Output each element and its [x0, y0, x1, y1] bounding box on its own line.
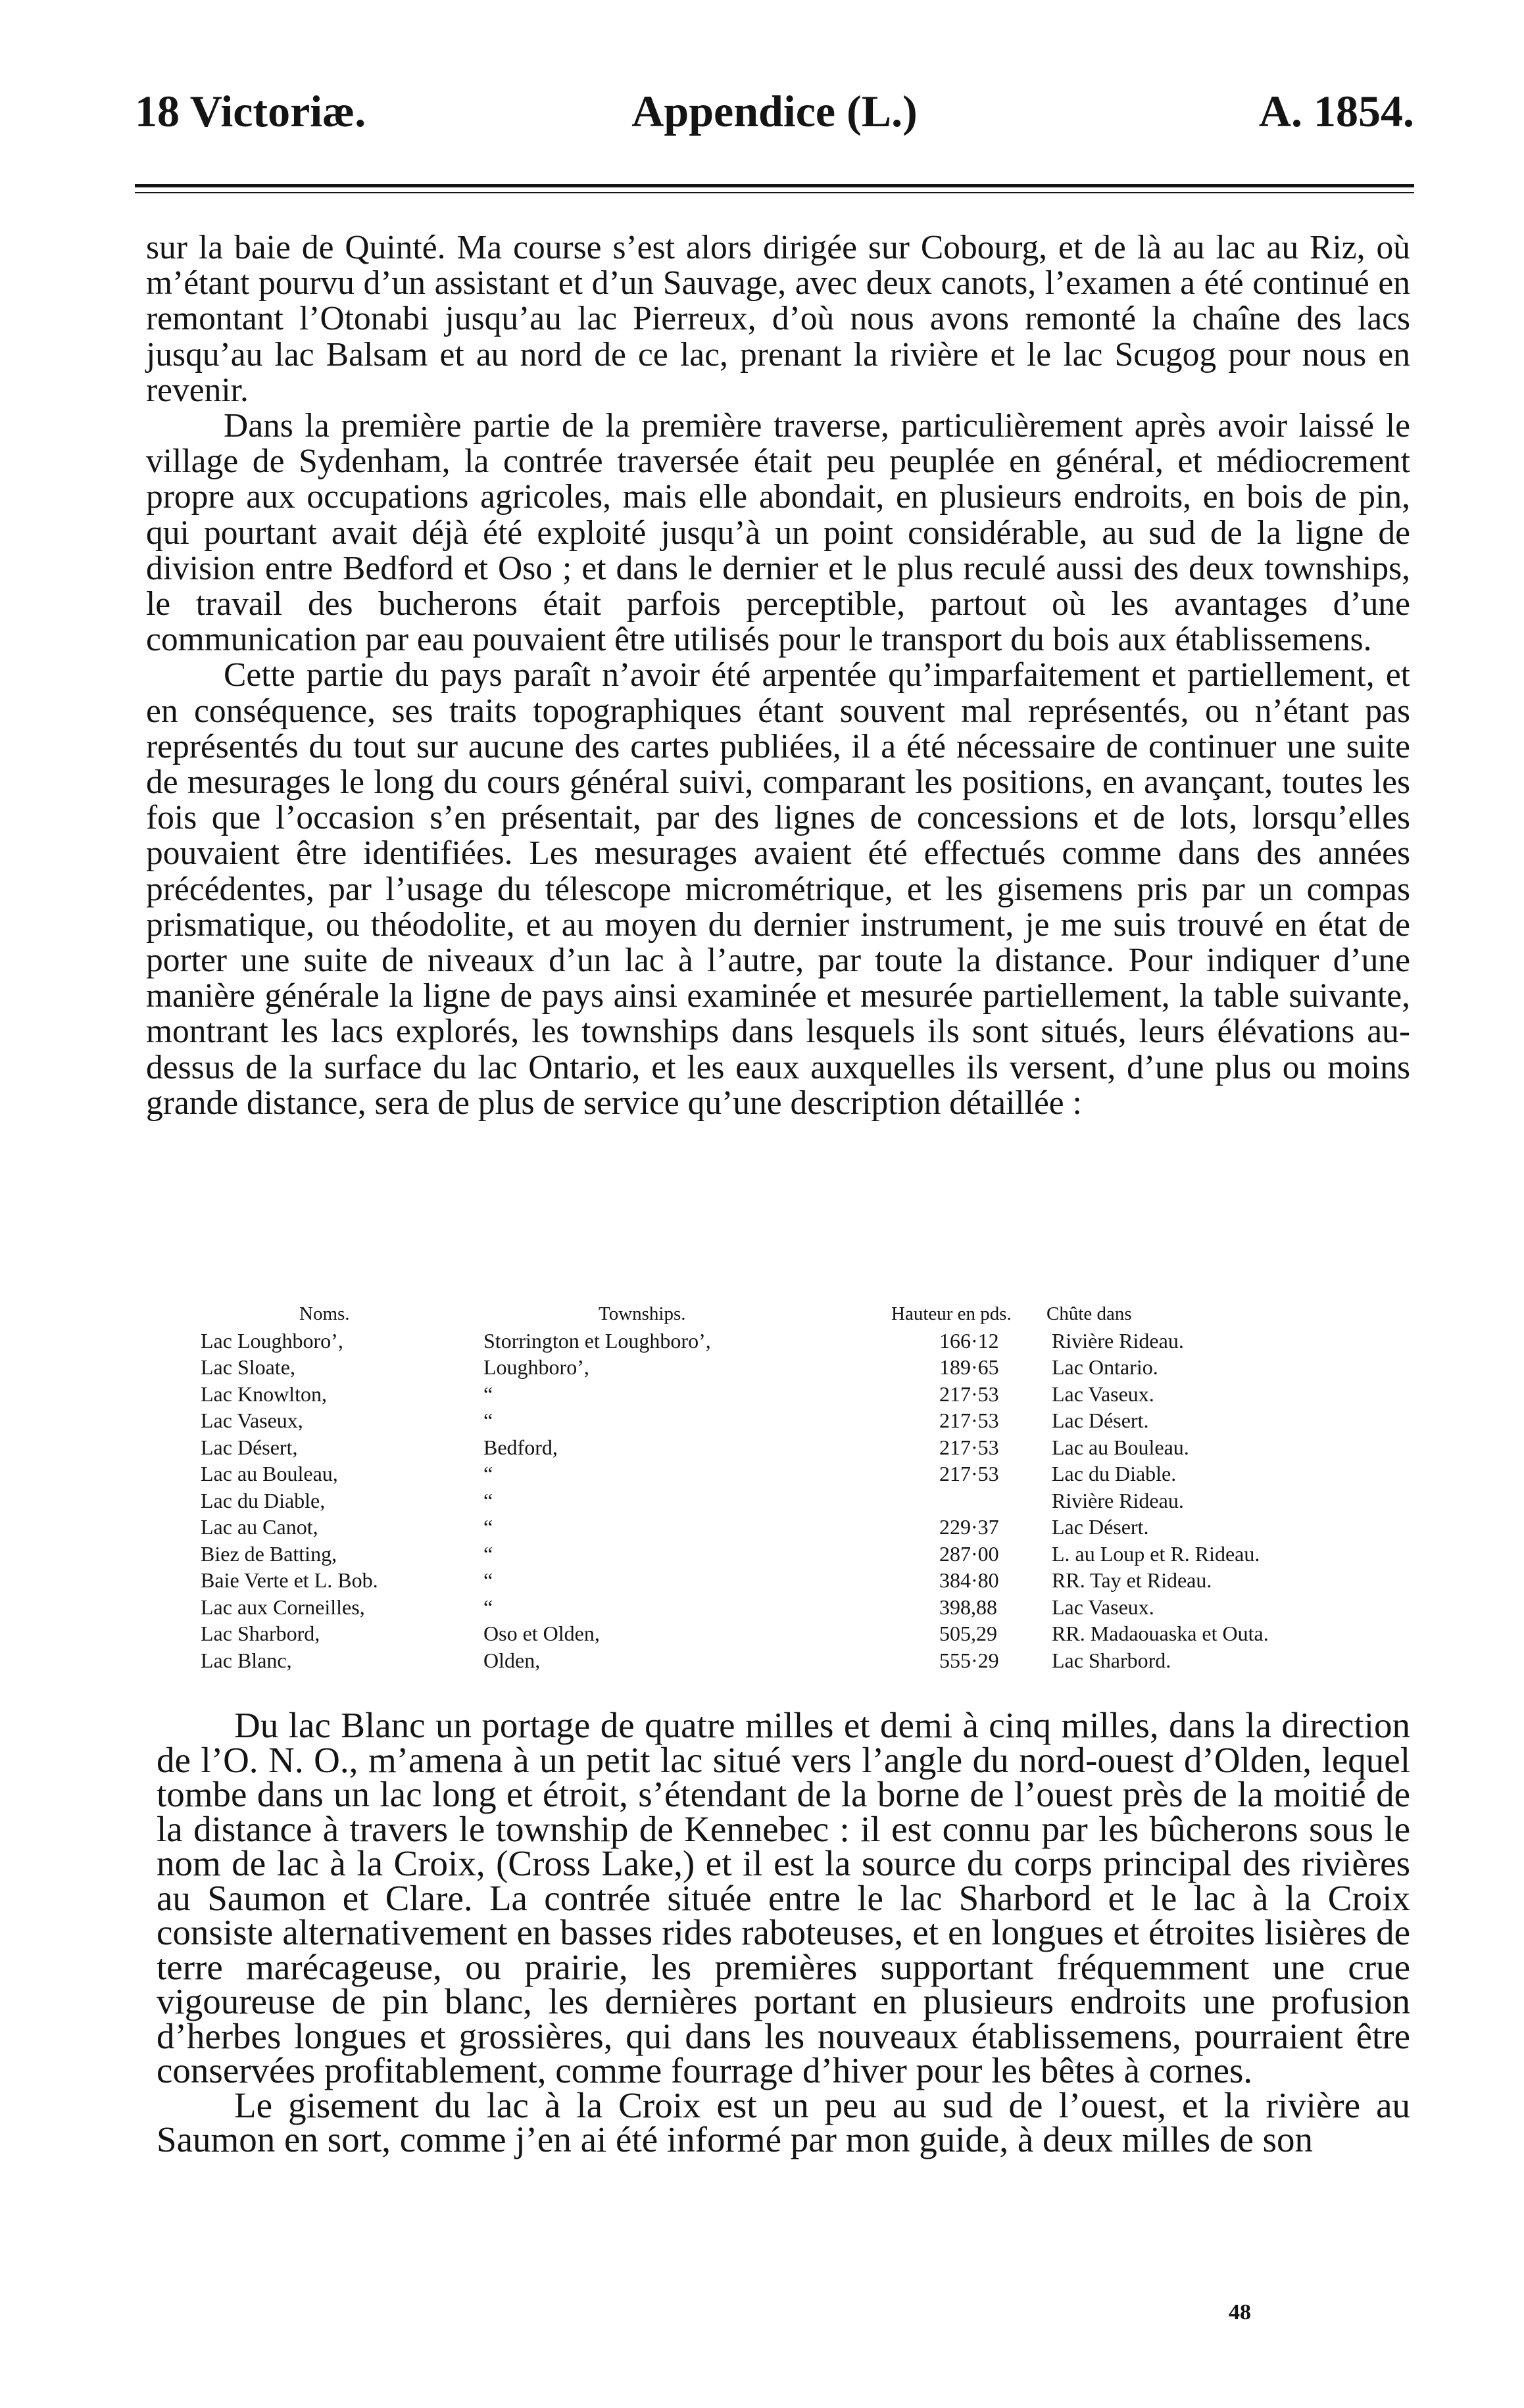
height-value: 217·53: [939, 1462, 999, 1485]
lake-name: Lac au Canot,: [201, 1515, 318, 1539]
height-value: 505,29: [939, 1622, 997, 1645]
township: “: [483, 1382, 493, 1406]
table-row: [201, 1328, 1391, 1355]
lake-name: Lac Sharbord,: [201, 1622, 320, 1645]
township: “: [483, 1568, 493, 1592]
outflow: RR. Madaouaska et Outa.: [1052, 1622, 1269, 1645]
header-names: Noms.: [299, 1303, 350, 1324]
outflow: Lac du Diable.: [1052, 1462, 1177, 1485]
outflow: Lac Désert.: [1052, 1409, 1149, 1432]
lakes-table: [201, 1301, 1391, 1674]
height-value: 217·53: [939, 1382, 999, 1406]
height-value: 555·29: [939, 1648, 999, 1672]
height-value: 398,88: [939, 1595, 997, 1619]
height-value: 189·65: [939, 1355, 999, 1379]
outflow: Rivière Rideau.: [1052, 1328, 1184, 1353]
header-year: A. 1854.: [1258, 86, 1414, 136]
table-row: [201, 1541, 1391, 1568]
lake-name: Lac aux Corneilles,: [201, 1595, 365, 1619]
lake-name: Lac Knowlton,: [201, 1382, 327, 1406]
outflow: Lac Désert.: [1052, 1515, 1149, 1539]
height-value: 217·53: [939, 1435, 999, 1459]
table-row: [201, 1381, 1391, 1408]
lake-name: Lac Vaseux,: [201, 1409, 303, 1432]
table-row: [201, 1460, 1391, 1487]
outflow: Lac Vaseux.: [1052, 1595, 1154, 1619]
township: “: [483, 1462, 493, 1485]
lake-name: Lac du Diable,: [201, 1488, 326, 1512]
township: “: [483, 1595, 493, 1619]
height-value: 166·12: [939, 1328, 999, 1353]
outflow: L. au Loup et R. Rideau.: [1052, 1541, 1260, 1566]
paragraph: Dans la première partie de la première traverse, particulièrement après avoir laissé le village de Sydenham, la contrée traversée était peu peuplée en général, et médiocrement propre aux occupations agricoles, mais elle abondait, en plusieurs endroits, en bois de pin, qui pourtant avait déjà été exploité jusqu’à un point considérable, au sud de la ligne de division entre Bedford et Oso ; et dans le dernier et le plus reculé aussi des deux townships, le travail des bucherons était parfois perceptible, partout où les avantages d’une communication par eau pouvaient être utilisés pour le transport du bois aux établissemens.: [146, 407, 1410, 659]
height-value: 229·37: [939, 1515, 999, 1539]
table-row: [201, 1514, 1391, 1541]
table-row: [201, 1620, 1391, 1647]
lake-name: Lac au Bouleau,: [201, 1462, 338, 1485]
header-session: 18 Victoriæ.: [135, 86, 366, 136]
township: Storrington et Loughboro’,: [483, 1328, 711, 1353]
lake-name: Lac Sloate,: [201, 1355, 295, 1379]
running-header: [135, 85, 1414, 138]
body-text-bottom: [157, 1705, 1410, 2159]
outflow: Lac Vaseux.: [1052, 1382, 1154, 1406]
outflow: Lac Ontario.: [1052, 1355, 1158, 1379]
township: “: [483, 1541, 493, 1566]
header-appendix: Appendice (L.): [631, 86, 918, 136]
township: Loughboro’,: [483, 1355, 589, 1379]
page-number: 48: [1229, 2300, 1251, 2324]
table-row: [201, 1594, 1391, 1621]
township: “: [483, 1488, 493, 1512]
outflow: Lac au Bouleau.: [1052, 1435, 1189, 1459]
table-row: [201, 1354, 1391, 1381]
lake-name: Baie Verte et L. Bob.: [201, 1568, 378, 1592]
lake-name: Biez de Batting,: [201, 1541, 337, 1566]
body-text-top: [146, 230, 1410, 1121]
lake-name: Lac Désert,: [201, 1435, 298, 1459]
header-outflow: Chûte dans: [1046, 1303, 1132, 1324]
height-value: 217·53: [939, 1409, 999, 1432]
table-row: [201, 1487, 1391, 1514]
table-header-row: [201, 1301, 1391, 1328]
outflow: Rivière Rideau.: [1052, 1488, 1184, 1512]
table-row: [201, 1407, 1391, 1434]
header-rule-thick: [135, 184, 1414, 187]
header-townships: Townships.: [599, 1303, 686, 1324]
paragraph: Du lac Blanc un portage de quatre milles et demi à cinq milles, dans la direction de l’O. N. O., m’amena à un petit lac situé vers l’angle du nord-ouest d’Olden, lequel tombe dans un lac long et étroit, s’étendant de la borne de l’ouest près de la moitié de la distance à travers le township de Kennebec : il est connu par les bûcherons sous le nom de lac à la Croix, (Cross Lake,) et il est la source du corps principal des rivières au Saumon et Clare. La contrée située entre le lac Sharbord et le lac à la Croix consiste alternativement en basses rides raboteuses, et en longues et étroites lisières de terre marécageuse, ou prairie, les premières supportant fréquemment une crue vigoureuse de pin blanc, les dernières portant en plusieurs endroits une profusion d’herbes longues et grossières, qui dans les nouveaux établissemens, pourraient être conservées profitablement, comme fourrage d’hiver pour les bêtes à cornes.: [157, 1705, 1410, 2090]
table-row: [201, 1434, 1391, 1461]
table-row: [201, 1647, 1391, 1674]
lake-name: Lac Blanc,: [201, 1648, 292, 1672]
township: Olden,: [483, 1648, 541, 1672]
paragraph: Le gisement du lac à la Croix est un peu au sud de l’ouest, et la rivière au Saumon en sort, comme j’en ai été informé par mon guide, à deux milles de son: [157, 2084, 1410, 2159]
outflow: RR. Tay et Rideau.: [1052, 1568, 1212, 1592]
table-body: [201, 1328, 1391, 1674]
township: “: [483, 1409, 493, 1432]
header-rule-thin: [135, 192, 1414, 193]
table-row: [201, 1567, 1391, 1594]
height-value: 287·00: [939, 1541, 999, 1566]
township: “: [483, 1515, 493, 1539]
outflow: Lac Sharbord.: [1052, 1648, 1171, 1672]
height-value: 384·80: [939, 1568, 999, 1592]
paragraph: sur la baie de Quinté. Ma course s’est alors dirigée sur Cobourg, et de là au lac au Riz, où m’étant pourvu d’un assistant et d’un Sauvage, avec deux canots, l’examen a été continué en remontant l’Otonabi jusqu’au lac Pierreux, d’où nous avons remonté la chaîne des lacs jusqu’au lac Balsam et au nord de ce lac, prenant la rivière et le lac Scugog pour nous en revenir.: [146, 229, 1410, 409]
paragraph: Cette partie du pays paraît n’avoir été arpentée qu’imparfaitement et partiellement, et en conséquence, ses traits topographiques étant souvent mal représentés, ou n’étant pas représentés du tout sur aucune des cartes publiées, il a été nécessaire de continuer une suite de mesurages le long du cours général suivi, comparant les positions, en avançant, toutes les fois que l’occasion s’en présentait, par des lignes de concessions et de lots, lorsqu’elles pouvaient être identifiées. Les mesurages avaient été effectués comme dans des années précédentes, par l’usage du télescope micrométrique, et les gisemens pris par un compas prismatique, ou théodolite, et au moyen du dernier instrument, je me suis trouvé en état de porter une suite de niveaux d’un lac à l’autre, par toute la distance. Pour indiquer d’une manière générale la ligne de pays ainsi examinée et mesurée partiellement, la table suivante, montrant les lacs explorés, les townships dans lesquels ils sont situés, leurs élévations au-dessus de la surface du lac Ontario, et les eaux auxquelles ils versent, d’une plus ou moins grande distance, sera de plus de service qu’une description détaillée :: [146, 656, 1410, 1122]
township: Bedford,: [483, 1435, 558, 1459]
header-height: Hauteur en pds.: [891, 1303, 1012, 1324]
lake-name: Lac Loughboro’,: [201, 1328, 343, 1353]
township: Oso et Olden,: [483, 1622, 600, 1645]
